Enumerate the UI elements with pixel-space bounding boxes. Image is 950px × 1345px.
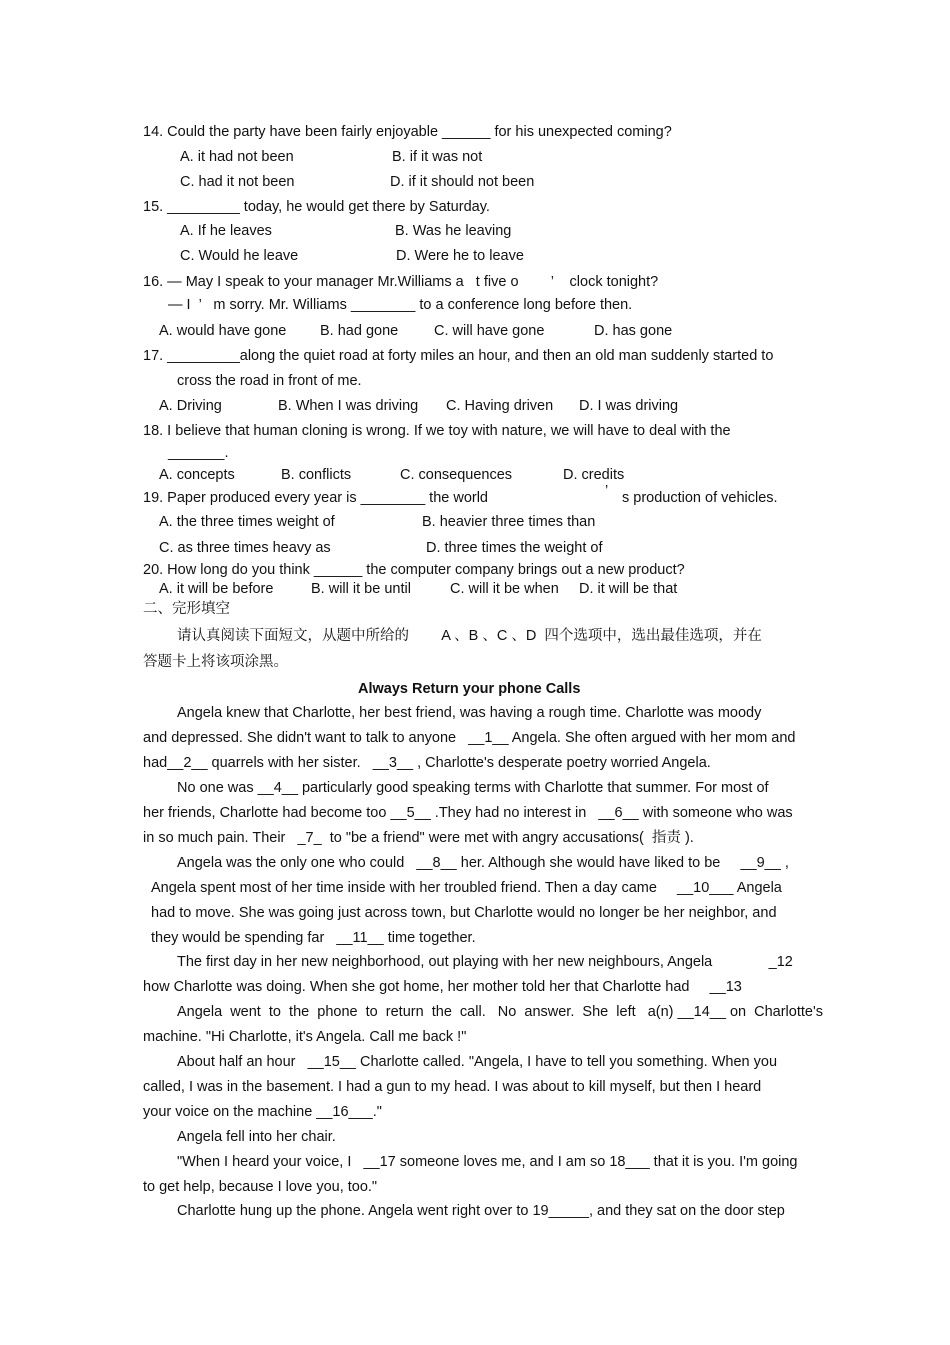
passage-line: machine. "Hi Charlotte, it's Angela. Call me back !": [143, 1029, 467, 1045]
question-16-option-c: C. will have gone: [434, 323, 545, 339]
passage-line: No one was __4__ particularly good speaking terms with Charlotte that summer. For most of: [177, 780, 769, 796]
question-20-stem: 20. How long do you think ______ the computer company brings out a new product?: [143, 562, 685, 578]
passage-line: About half an hour __15__ Charlotte called. "Angela, I have to tell you something. When you: [177, 1054, 778, 1070]
question-16-stem: 16. — May I speak to your manager Mr.Williams a t five o ’ clock tonight?: [143, 274, 659, 290]
question-15-option-a: A. If he leaves: [180, 223, 272, 239]
question-14-option-b: B. if it was not: [392, 149, 483, 165]
question-17-option-b: B. When I was driving: [278, 398, 419, 414]
passage-line: to get help, because I love you, too.": [143, 1179, 378, 1195]
question-18-stem: 18. I believe that human cloning is wrong. If we toy with nature, we will have to deal with the: [143, 423, 731, 439]
passage-line: Charlotte hung up the phone. Angela went right over to 19_____, and they sat on the door step: [177, 1203, 785, 1219]
question-20-option-d: D. it will be that: [579, 581, 678, 597]
passage-line: The first day in her new neighborhood, out playing with her new neighbours, Angela _12: [177, 954, 793, 970]
question-19-option-b: B. heavier three times than: [422, 514, 596, 530]
question-19-apostrophe: ’: [605, 483, 609, 499]
question-16-option-a: A. would have gone: [159, 323, 287, 339]
question-20-option-a: A. it will be before: [159, 581, 274, 597]
passage-title: Always Return your phone Calls: [358, 681, 581, 697]
question-19-stem: 19. Paper produced every year is ________ the world: [143, 490, 488, 506]
question-17-option-c: C. Having driven: [446, 398, 554, 414]
passage-line: Angela fell into her chair.: [177, 1129, 336, 1145]
question-20-option-b: B. will it be until: [311, 581, 411, 597]
question-19-stem-tail: s production of vehicles.: [622, 490, 778, 506]
passage-line: called, I was in the basement. I had a gun to my head. I was about to kill myself, but then I heard: [143, 1079, 762, 1095]
question-15-option-b: B. Was he leaving: [395, 223, 512, 239]
passage-line: Angela spent most of her time inside with her troubled friend. Then a day came __10___ Angela: [151, 880, 782, 896]
passage-line: Angela went to the phone to return the call. No answer. She left a(n) __14__ on Charlotte's: [177, 1004, 823, 1020]
question-15-option-d: D. Were he to leave: [396, 248, 524, 264]
passage-line: your voice on the machine __16___.": [143, 1104, 382, 1120]
passage-line: "When I heard your voice, I __17 someone loves me, and I am so 18___ that it is you. I'm going: [177, 1154, 798, 1170]
question-17-stem-continued: cross the road in front of me.: [177, 373, 362, 389]
question-14-stem: 14. Could the party have been fairly enjoyable ______ for his unexpected coming?: [143, 124, 672, 140]
question-16-option-b: B. had gone: [320, 323, 399, 339]
question-19-option-c: C. as three times heavy as: [159, 540, 331, 556]
question-14-option-a: A. it had not been: [180, 149, 294, 165]
question-14-option-d: D. if it should not been: [390, 174, 535, 190]
question-17-option-a: A. Driving: [159, 398, 222, 414]
question-17-option-d: D. I was driving: [579, 398, 679, 414]
question-15-option-c: C. Would he leave: [180, 248, 299, 264]
question-16-response: — I ’ m sorry. Mr. Williams ________ to a conference long before then.: [168, 297, 633, 313]
section-heading: 二、完形填空: [143, 601, 230, 617]
question-20-option-c: C. will it be when: [450, 581, 559, 597]
passage-line: and depressed. She didn't want to talk to anyone __1__ Angela. She often argued with her mom and: [143, 730, 796, 746]
question-18-option-a: A. concepts: [159, 467, 235, 483]
question-15-stem: 15. _________ today, he would get there by Saturday.: [143, 199, 490, 215]
passage-line: Angela was the only one who could __8__ her. Although she would have liked to be __9__ ,: [177, 855, 789, 871]
question-18-option-c: C. consequences: [400, 467, 513, 483]
question-19-option-a: A. the three times weight of: [159, 514, 335, 530]
passage-line: how Charlotte was doing. When she got home, her mother told her that Charlotte had __13: [143, 979, 742, 995]
passage-line: in so much pain. Their _7_ to "be a friend" were met with angry accusations( 指责 ).: [143, 830, 694, 846]
passage-line: had to move. She was going just across town, but Charlotte would no longer be her neighbor, and: [151, 905, 777, 921]
passage-line: her friends, Charlotte had become too __5__ .They had no interest in __6__ with someone who was: [143, 805, 793, 821]
question-18-option-d: D. credits: [563, 467, 625, 483]
passage-line: had__2__ quarrels with her sister. __3__ , Charlotte's desperate poetry worried Angela.: [143, 755, 711, 771]
question-17-stem: 17. _________along the quiet road at forty miles an hour, and then an old man suddenly started to: [143, 348, 774, 364]
question-14-option-c: C. had it not been: [180, 174, 295, 190]
question-16-option-d: D. has gone: [594, 323, 673, 339]
question-18-stem-continued: _______.: [168, 445, 229, 461]
passage-line: Angela knew that Charlotte, her best friend, was having a rough time. Charlotte was moody: [177, 705, 762, 721]
question-18-option-b: B. conflicts: [281, 467, 352, 483]
question-19-option-d: D. three times the weight of: [426, 540, 603, 556]
passage-line: they would be spending far __11__ time together.: [151, 930, 476, 946]
section-instruction-continued: 答题卡上将该项涂黑。: [143, 654, 288, 670]
section-instruction: 请认真阅读下面短文，从题中所给的 A 、B 、C 、D 四个选项中，选出最佳选项，并在: [177, 628, 762, 644]
